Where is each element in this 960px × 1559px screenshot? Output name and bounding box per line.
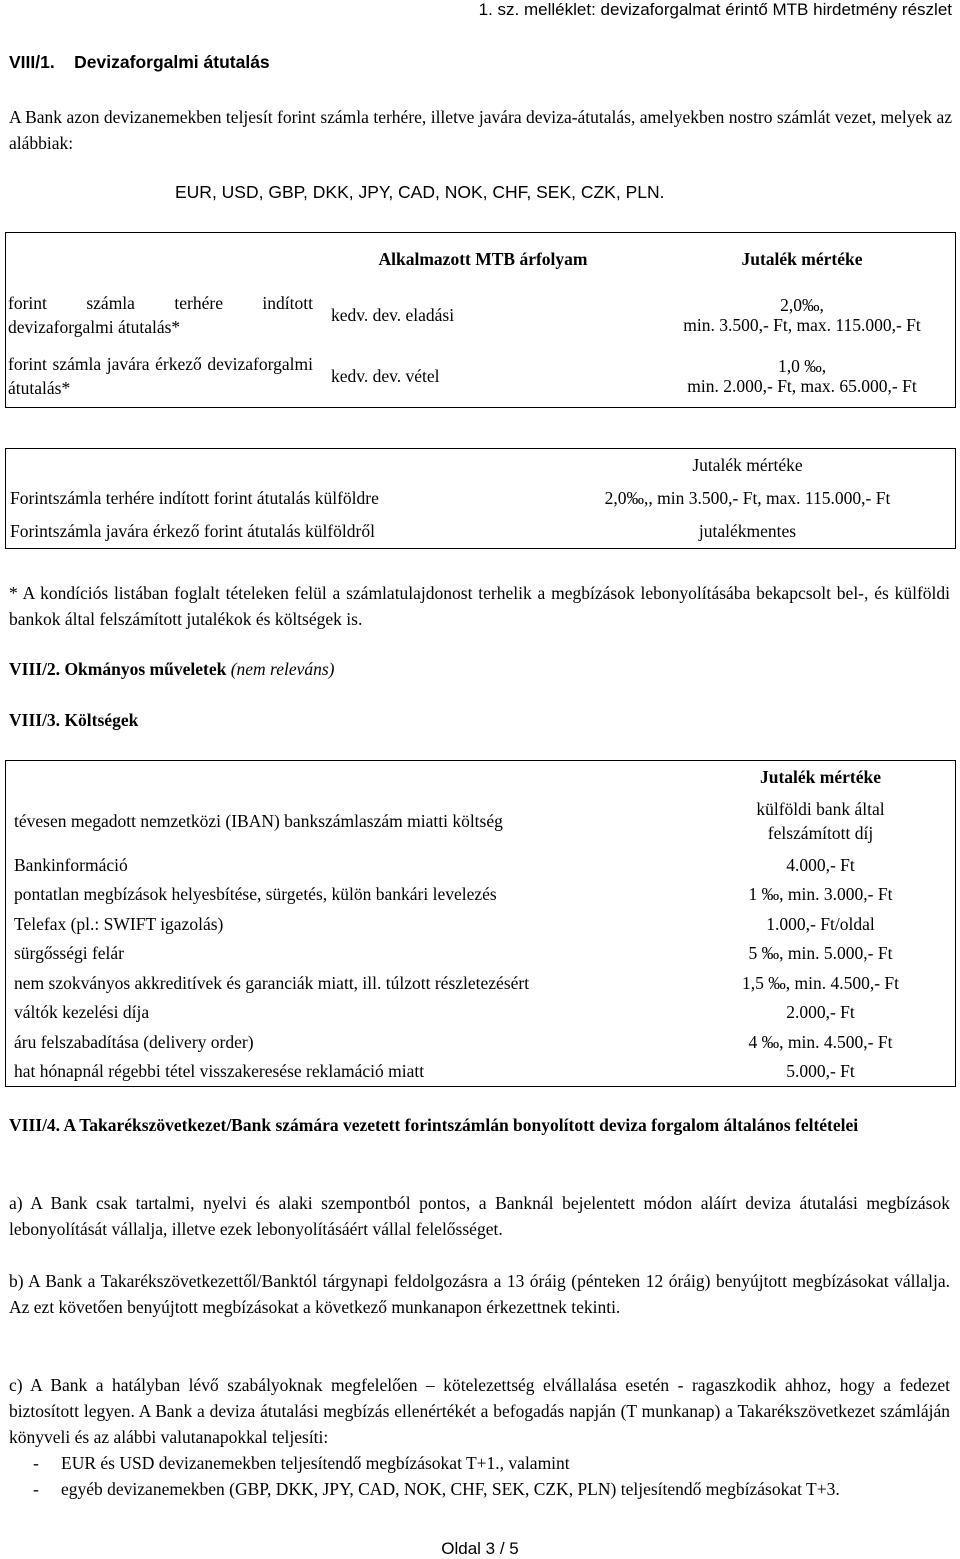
table-row	[6, 1027, 956, 1057]
row-fee: 5.000,- Ft	[786, 1061, 855, 1082]
fee-limits: min. 3.500,- Ft, max. 115.000,- Ft	[683, 315, 921, 335]
header-note: 1. sz. melléklet: devizaforgalmat érintő MTB hirdetmény részlet	[478, 0, 952, 19]
table-header-row	[6, 761, 956, 793]
section-2-number: VIII/2.	[9, 659, 61, 679]
currency-list: EUR, USD, GBP, DKK, JPY, CAD, NOK, CHF, SEK, CZK, PLN.	[175, 182, 665, 202]
section-2-title	[9, 659, 335, 680]
row-label: nem szokványos akkreditívek és garanciák miatt, ill. túlzott részletezésért	[14, 972, 530, 993]
section-4-heading: A Takarékszövetkezet/Bank számára vezetett forintszámlán bonyolított deviza forgalom általános feltételei	[63, 1115, 859, 1135]
row-fee: 4.000,- Ft	[786, 854, 855, 875]
row-label: Bankinformáció	[14, 854, 128, 875]
section-3-heading: Költségek	[64, 710, 139, 730]
row-fee: 4 ‰, min. 4.500,- Ft	[748, 1031, 893, 1052]
section-3-title	[9, 710, 138, 731]
fee-percent: 1,0 ‰,	[777, 356, 827, 376]
row-rate: kedv. dev. eladási	[331, 304, 455, 325]
header-cell-rate: Alkalmazott MTB árfolyam	[378, 249, 588, 269]
table-row	[6, 285, 956, 345]
table-header-row	[6, 233, 956, 286]
row-label: pontatlan megbízások helyesbítése, sürgetés, külön bankári levelezés	[14, 884, 497, 905]
table-row	[6, 1057, 956, 1087]
row-label: Telefax (pl.: SWIFT igazolás)	[14, 913, 224, 934]
fee-limits: min. 2.000,- Ft, max. 65.000,- Ft	[687, 376, 917, 396]
row-fee: jutalékmentes	[698, 521, 797, 541]
table-row	[6, 345, 956, 408]
list-dash: -	[33, 1453, 39, 1473]
section-4-title	[9, 1112, 950, 1138]
section-2-note: (nem releváns)	[230, 659, 335, 679]
table-row	[6, 850, 956, 880]
table-row	[6, 792, 956, 850]
row-fee: 1.000,- Ft/oldal	[766, 913, 875, 934]
row-label: áru felszabadítása (delivery order)	[14, 1031, 254, 1052]
table-row	[6, 968, 956, 998]
list-dash: -	[33, 1479, 39, 1499]
fee-percent: 2,0‰,	[780, 295, 824, 315]
section-3-number: VIII/3.	[9, 710, 61, 730]
section-1-intro: A Bank azon devizanemekben teljesít forint számla terhére, illetve javára deviza-átutalás, amelyekben nostro számlát vezet, melyek az alábbiak:	[9, 107, 952, 153]
list-item	[9, 1450, 950, 1476]
paragraph-c: c) A Bank a hatályban lévő szabályoknak megfelelően – kötelezettség elvállalása esetén - ragaszkodik ahhoz, hogy a fedezet biztosított legyen. A Bank a deviza átutalási megbízás ellenértékét a befogadás napján (T munkanap) a Takarékszövetkezet számláján könyveli és az alábbi valutanapokkal teljesíti:	[9, 1375, 950, 1447]
forint-transfer-table	[5, 448, 956, 549]
row-fee	[649, 285, 956, 345]
paragraph-a: a) A Bank csak tartalmi, nyelvi és alaki szempontból pontos, a Banknál bejelentett módon aláírt deviza átutalási megbízások lebonyolítását vállalja, illetve ezek lebonyolításáért vállal felelősséget.	[9, 1193, 950, 1239]
list-item-text: egyéb devizanemekben (GBP, DKK, JPY, CAD, NOK, CHF, SEK, CZK, PLN) teljesítendő megbízásokat T+3.	[61, 1479, 840, 1499]
row-fee: 2,0‰,, min 3.500,- Ft, max. 115.000,- Ft	[604, 488, 891, 508]
header-cell-empty	[6, 761, 687, 793]
row-fee: 5 ‰, min. 5.000,- Ft	[748, 943, 893, 964]
row-fee: 2.000,- Ft	[786, 1002, 855, 1023]
table-row	[6, 880, 956, 910]
header-cell-empty	[6, 449, 541, 483]
section-2-heading: Okmányos műveletek	[64, 659, 227, 679]
row-label: tévesen megadott nemzetközi (IBAN) bankszámlaszám miatti költség	[14, 811, 503, 831]
row-fee: külföldi bank által felszámított díj	[756, 799, 885, 843]
row-label: Forintszámla javára érkező forint átutalás külföldről	[10, 521, 375, 541]
section-1-heading: Devizaforgalmi átutalás	[74, 52, 270, 72]
paragraph-b: b) A Bank a Takarékszövetkezettől/Banktól tárgynapi feldolgozásra a 13 óráig (pénteken 12 óráig) benyújtott megbízásokat vállalja. Az ezt követően benyújtott megbízásokat a következő munkanapon érkezettnek tekinti.	[9, 1271, 950, 1317]
table-row	[6, 515, 956, 549]
page-number: Oldal 3 / 5	[441, 1539, 519, 1558]
section-1-number: VIII/1.	[9, 52, 55, 72]
list-item	[9, 1476, 950, 1502]
row-rate: kedv. dev. vétel	[331, 365, 440, 386]
row-label: Forintszámla terhére indított forint átutalás külföldre	[10, 488, 379, 508]
row-label: forint számla javára érkező devizaforgalmi átutalás*	[8, 354, 313, 398]
row-fee: 1,5 ‰, min. 4.500,- Ft	[741, 972, 900, 993]
header-cell-fee: Jutalék mértéke	[692, 455, 803, 475]
value-date-list	[9, 1450, 950, 1502]
row-fee: 1 ‰, min. 3.000,- Ft	[748, 884, 893, 905]
row-label: forint számla terhére indított devizaforgalmi átutalás*	[8, 293, 313, 337]
table-row	[6, 909, 956, 939]
section-4-number: VIII/4.	[9, 1115, 61, 1135]
table-row	[6, 939, 956, 969]
section-1-title	[9, 52, 270, 73]
costs-table	[5, 760, 956, 1087]
transfer-fee-table	[5, 232, 956, 408]
row-label: sürgősségi felár	[14, 943, 124, 964]
table-header-row	[6, 449, 956, 483]
table-row	[6, 998, 956, 1028]
header-cell-fee: Jutalék mértéke	[759, 766, 881, 787]
row-label: hat hónapnál régebbi tétel visszakeresése reklamáció miatt	[14, 1061, 425, 1082]
list-item-text: EUR és USD devizanemekben teljesítendő megbízásokat T+1., valamint	[61, 1453, 570, 1473]
header-cell-empty	[6, 233, 318, 286]
row-fee	[649, 345, 956, 408]
table-row	[6, 482, 956, 515]
header-cell-fee: Jutalék mértéke	[741, 249, 863, 269]
footnote: * A kondíciós listában foglalt tételeken felül a számlatulajdonost terhelik a megbízások lebonyolításába bekapcsolt bel-, és külföldi bankok által felszámított jutalékok és költségek is.	[9, 583, 950, 629]
row-label: váltók kezelési díja	[14, 1002, 150, 1023]
